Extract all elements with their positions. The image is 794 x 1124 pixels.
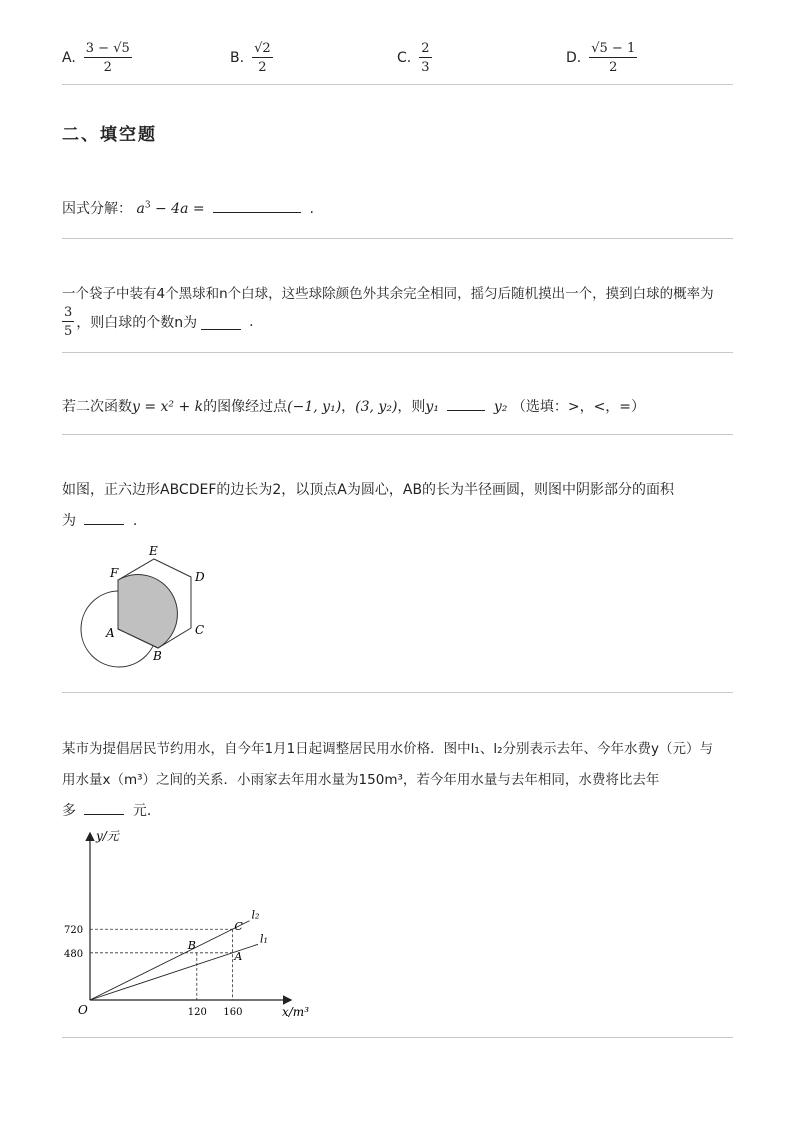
probability-fraction	[62, 306, 74, 338]
q3-point-1: (−1, y₁)	[287, 399, 342, 415]
option-letter: A.	[62, 50, 76, 66]
q2-end: .	[249, 314, 254, 330]
fraction-denominator: 2	[258, 60, 267, 75]
fraction-denominator: 2	[609, 60, 618, 75]
fraction-numerator: 2	[421, 41, 430, 56]
option-letter: C.	[397, 50, 412, 66]
q1-end: .	[309, 201, 314, 217]
q3-hint: （选填：>，<，=）	[511, 399, 646, 415]
y-axis-label: y/元	[96, 829, 119, 843]
answer-blank[interactable]	[84, 814, 124, 815]
q4-end: .	[132, 513, 138, 529]
label-C: C	[195, 623, 205, 637]
answer-blank[interactable]	[213, 212, 301, 213]
question-1	[62, 198, 314, 218]
y-tick-label: 720	[64, 925, 84, 937]
label-E: E	[149, 544, 158, 558]
point-label-C: C	[234, 920, 243, 934]
origin-label: O	[78, 1003, 88, 1017]
water-fee-chart	[60, 822, 330, 1027]
fraction-denominator: 3	[421, 60, 430, 75]
point-label-B: B	[187, 938, 196, 952]
divider	[62, 692, 733, 693]
series-line-2	[90, 921, 249, 1000]
q5-suffix: 元．	[132, 803, 161, 819]
line-label-l1: l₁	[260, 932, 268, 946]
label-D: D	[195, 570, 205, 584]
answer-blank[interactable]	[447, 410, 485, 411]
q1-exponent: 3	[144, 200, 151, 211]
option-d[interactable]	[566, 36, 637, 80]
q1-var-a: a	[136, 201, 145, 217]
option-a[interactable]	[62, 36, 132, 80]
fraction-numerator: √5 − 1	[591, 41, 636, 56]
q3-mid: 的图像经过点	[203, 399, 288, 415]
x-axis-label: x/m³	[282, 1005, 309, 1019]
q5-prefix: 多	[62, 803, 76, 819]
fraction-numerator: √2	[254, 41, 271, 56]
question-5-line3	[62, 800, 161, 820]
fraction-numerator: 3	[64, 305, 73, 320]
label-B: B	[153, 649, 162, 663]
q3-function: y = x² + k	[132, 399, 204, 415]
label-F: F	[110, 566, 119, 580]
answer-blank[interactable]	[84, 524, 124, 525]
option-b[interactable]	[230, 36, 273, 80]
fraction-numerator: 3 − √5	[85, 41, 130, 56]
option-fraction	[419, 42, 431, 74]
fraction-denominator: 5	[64, 324, 73, 339]
question-2-line1: 一个袋子中装有4个黑球和n个白球，这些球除颜色外其余完全相同，摇匀后随机摸出一个，摸到白球的概率为	[62, 286, 714, 302]
option-letter: B.	[230, 50, 245, 66]
option-fraction	[252, 42, 273, 74]
section-title: 二、填空题	[62, 125, 157, 145]
option-fraction	[589, 42, 637, 74]
q1-expression: − 4a =	[150, 201, 205, 217]
question-5-line1: 某市为提倡居民节约用水，自今年1月1日起调整居民用水价格．图中l₁、l₂分别表示去年、今年水费y（元）与	[62, 741, 713, 757]
option-letter: D.	[566, 50, 582, 66]
q3-prefix: 若二次函数	[62, 399, 132, 415]
divider	[62, 434, 733, 435]
divider	[62, 1037, 733, 1038]
divider	[62, 238, 733, 239]
shaded-sector	[118, 575, 177, 648]
point-label-A: A	[234, 949, 243, 963]
fraction-denominator: 2	[103, 60, 112, 75]
q2-text: ，则白球的个数n为	[76, 315, 198, 331]
q1-text: 因式分解：	[62, 201, 132, 217]
q3-separator: ，	[341, 399, 356, 415]
question-4-line2	[62, 510, 137, 530]
line-label-l2: l₂	[251, 908, 260, 922]
question-3	[62, 396, 645, 416]
question-2-line2	[62, 306, 254, 338]
option-fraction	[84, 42, 132, 74]
x-tick-label: 120	[187, 1007, 207, 1018]
hexagon-circle-figure	[64, 540, 224, 670]
question-4-line1: 如图，正六边形ABCDEF的边长为2，以顶点A为圆心，AB的长为半径画圆，则图中阴影部分的面积	[62, 482, 675, 498]
answer-blank[interactable]	[201, 329, 241, 330]
divider	[62, 84, 733, 85]
x-tick-label: 160	[223, 1007, 243, 1018]
question-5-line2: 用水量x（m³）之间的关系．小雨家去年用水量为150m³，若今年用水量与去年相同，水费将比去年	[62, 772, 660, 788]
q4-prefix: 为	[62, 513, 76, 529]
option-c[interactable]	[397, 36, 432, 80]
label-A: A	[106, 626, 115, 640]
y-tick-label: 480	[64, 948, 84, 960]
q3-point-2: (3, y₂)	[355, 399, 398, 415]
divider	[62, 352, 733, 353]
q3-y1: y₁	[425, 399, 439, 415]
q3-y2: y₂	[493, 399, 508, 415]
q3-then: ，则	[397, 399, 426, 415]
